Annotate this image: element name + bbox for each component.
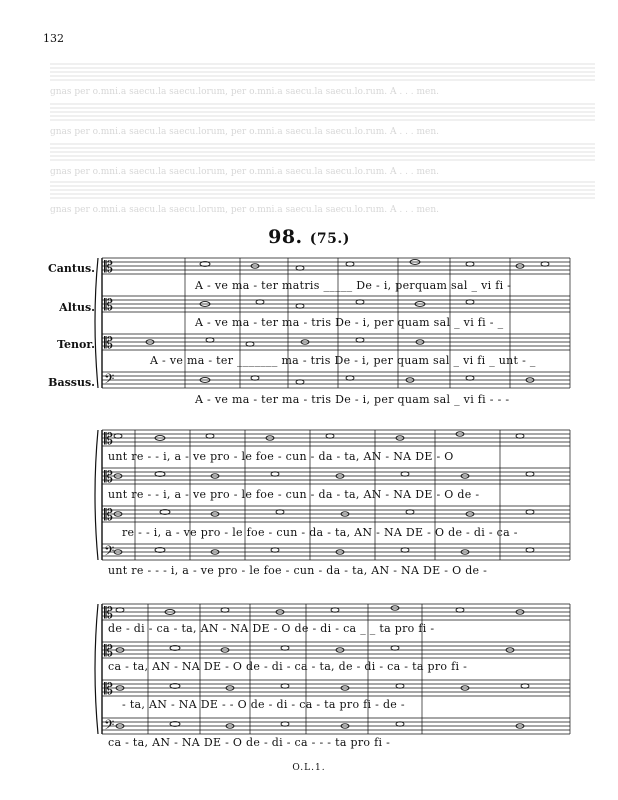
- svg-text:𝄡: 𝄡: [104, 333, 113, 352]
- ghost-lyric: gnas per o.mni.a saecu.la saecu.lorum, per o.mni.a saecu.la saecu.lo.rum. A . . . men.: [50, 87, 440, 97]
- lyrics-s3-tenor: - ta, AN - NA DE - - O de - di - ca - ta pro fi - de -: [122, 698, 405, 711]
- piece-number: 98.: [268, 226, 303, 248]
- lyrics-s3-bassus: ca - ta, AN - NA DE - O de - di - ca - - - ta pro fi -: [108, 736, 391, 749]
- svg-text:𝄡: 𝄡: [104, 641, 113, 660]
- lyrics-s1-altus: A - ve ma - ter ma - tris De - i, per quam sal _ vi fi - _: [195, 316, 504, 329]
- svg-text:𝄡: 𝄡: [104, 429, 113, 448]
- piece-alt-number: (75.): [309, 231, 350, 247]
- lyrics-s2-altus: unt re - - i, a - ve pro - le foe - cun - da - ta, AN - NA DE - O de -: [108, 488, 480, 501]
- lyrics-s2-cantus: unt re - - i, a - ve pro - le foe - cun - da - ta, AN - NA DE - O: [108, 450, 454, 463]
- svg-text:𝄡: 𝄡: [104, 679, 113, 698]
- ghost-lyric: gnas per o.mni.a saecu.la saecu.lorum, per o.mni.a saecu.la saecu.lo.rum. A . . . men.: [50, 205, 440, 215]
- voice-label-cantus: Cantus.: [48, 262, 95, 275]
- ghost-lyric: gnas per o.mni.a saecu.la saecu.lorum, per o.mni.a saecu.la saecu.lo.rum. A . . . men.: [50, 127, 440, 137]
- lyrics-s3-altus: ca - ta, AN - NA DE - O de - di - ca - ta, de - di - ca - ta pro fi -: [108, 660, 468, 673]
- lyrics-s3-cantus: de - di - ca - ta, AN - NA DE - O de - di - ca _ _ ta pro fi -: [108, 622, 435, 635]
- svg-text:𝄡: 𝄡: [104, 257, 113, 276]
- svg-text:𝄡: 𝄡: [104, 603, 113, 622]
- svg-text:𝄢: 𝄢: [104, 717, 115, 736]
- svg-text:𝄡: 𝄡: [104, 505, 113, 524]
- svg-text:𝄡: 𝄡: [104, 467, 113, 486]
- lyrics-s1-bassus: A - ve ma - ter ma - tris De - i, per quam sal _ vi fi - - -: [195, 393, 510, 406]
- lyrics-s2-bassus: unt re - - - i, a - ve pro - le foe - cun - da - ta, AN - NA DE - O de -: [108, 564, 488, 577]
- voice-label-tenor: Tenor.: [57, 338, 95, 351]
- voice-label-bassus: Bassus.: [48, 376, 95, 389]
- lyrics-s1-tenor: A - ve ma - ter _______ ma - tris De - i, per quam sal _ vi fi _ unt - _: [150, 354, 536, 367]
- lyrics-s1-cantus: A - ve ma - ter matris _____ De - i, perquam sal _ vi fi -: [195, 279, 512, 292]
- ghost-lyric: gnas per o.mni.a saecu.la saecu.lorum, per o.mni.a saecu.la saecu.lo.rum. A . . . men.: [50, 167, 440, 177]
- footer-signature: O.L.1.: [292, 763, 326, 773]
- voice-label-altus: Altus.: [59, 301, 95, 314]
- page-number: 132: [43, 32, 64, 45]
- svg-text:𝄢: 𝄢: [104, 371, 115, 390]
- svg-text:𝄢: 𝄢: [104, 543, 115, 562]
- lyrics-s2-tenor: re - - i, a - ve pro - le foe - cun - da - ta, AN - NA DE - O de - di - ca -: [122, 526, 518, 539]
- svg-text:𝄡: 𝄡: [104, 295, 113, 314]
